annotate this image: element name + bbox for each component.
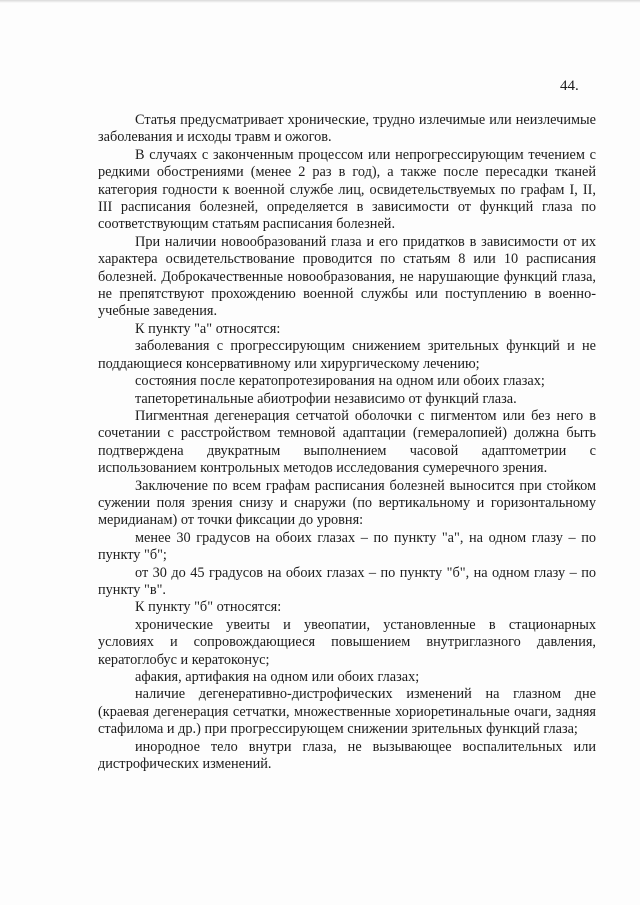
paragraph: В случаях с законченным процессом или непрогрессирующим течением с редкими обострениями (менее 2 раз в год), а также после пересадки тканей категория годности к военной службе лиц, освидетельствуемых по графам I, II, III расписания болезней, определяется в зависимости от функций глаза по соответствующим статьям расписания болезней. bbox=[98, 146, 596, 233]
paragraph: К пункту "а" относятся: bbox=[135, 320, 281, 337]
scan-edge bbox=[0, 0, 640, 3]
paragraph: хронические увеиты и увеопатии, установленные в стационарных условиях и сопровождающиеся повышением внутриглазного давления, кератоглобус и кератоконус; bbox=[98, 616, 596, 668]
paragraph: афакия, артифакия на одном или обоих глазах; bbox=[135, 669, 420, 685]
page-number: 44. bbox=[560, 78, 579, 94]
paragraph: от 30 до 45 градусов на обоих глазах – по пункту "б", на одном глазу – по пункту "в". bbox=[98, 564, 596, 598]
paragraph: К пункту "б" относятся: bbox=[135, 599, 282, 616]
paragraph: Заключение по всем графам расписания болезней выносится при стойком сужении поля зрения снизу и снаружи (по вертикальному и горизонтальному меридианам) от точки фиксации до уровня: bbox=[98, 477, 596, 529]
paragraph: При наличии новообразований глаза и его придатков в зависимости от их характера освидетельствование проводится по статьям 8 или 10 расписания болезней. Доброкачественные новообразования, не нарушающие функций глаза, не препятствуют прохождению военной службы или поступлению в военно-учебные заведения. bbox=[98, 233, 596, 320]
paragraph: Статья предусматривает хронические, трудно излечимые или неизлечимые заболевания и исходы травм и ожогов. bbox=[98, 112, 596, 146]
article-text bbox=[98, 112, 596, 773]
paragraph: состояния после кератопротезирования на одном или обоих глазах; bbox=[135, 373, 545, 390]
paragraph: менее 30 градусов на обоих глазах – по пункту "а", на одном глазу – по пункту "б"; bbox=[98, 529, 596, 564]
paragraph: инородное тело внутри глаза, не вызывающее воспалительных или дистрофических изменений. bbox=[98, 738, 596, 773]
paragraph: Пигментная дегенерация сетчатой оболочки с пигментом или без него в сочетании с расстройством темновой адаптации (гемералопией) должна быть подтверждена двукратным выполнением часовой адаптометрии с использованием контрольных методов исследования сумеречного зрения. bbox=[98, 407, 596, 477]
paragraph: тапеторетинальные абиотрофии независимо от функций глаза. bbox=[135, 390, 517, 407]
paragraph: заболевания с прогрессирующим снижением зрительных функций и не поддающиеся консервативному или хирургическому лечению; bbox=[98, 338, 596, 372]
paragraph: наличие дегенеративно-дистрофических изменений на глазном дне (краевая дегенерация сетчатки, множественные хориоретинальные очаги, задняя стафилома и др.) при прогрессирующем снижении зрительных функций глаза; bbox=[98, 686, 596, 738]
